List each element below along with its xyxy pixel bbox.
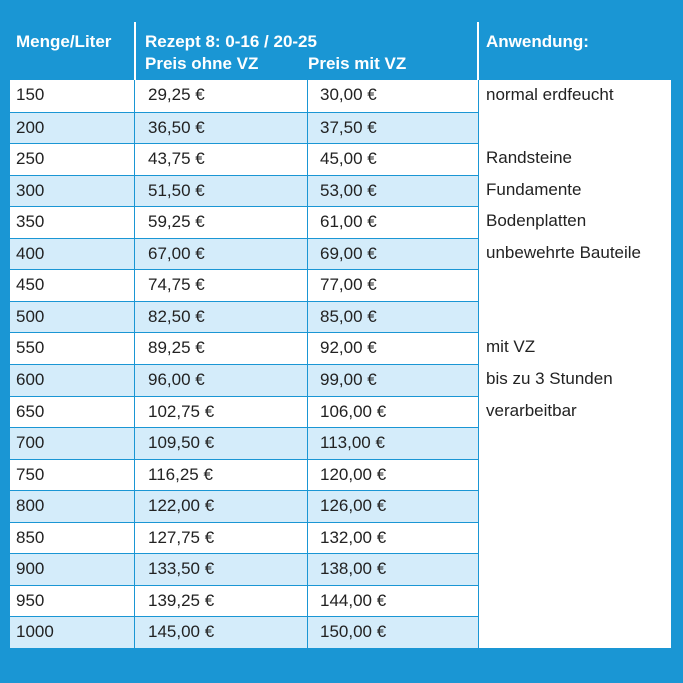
column-divider xyxy=(134,80,135,648)
cell-preis-mit-vz: 144,00 € xyxy=(320,590,387,610)
table-header xyxy=(0,0,683,80)
column-divider xyxy=(478,80,479,648)
cell-menge: 1000 xyxy=(16,622,54,642)
cell-preis-mit-vz: 99,00 € xyxy=(320,370,377,389)
cell-preis-mit-vz: 30,00 € xyxy=(320,85,377,104)
cell-preis-ohne-vz: 133,50 € xyxy=(148,559,215,579)
cell-preis-ohne-vz: 51,50 € xyxy=(148,180,205,200)
table-row xyxy=(10,459,478,491)
cell-preis-mit-vz: 150,00 € xyxy=(320,622,387,642)
anwendung-text: Randsteine xyxy=(486,148,573,168)
header-menge-liter: Menge/Liter xyxy=(16,32,112,51)
cell-menge: 750 xyxy=(16,464,45,484)
table-row xyxy=(10,553,478,585)
cell-preis-ohne-vz: 145,00 € xyxy=(148,622,215,642)
anwendung-text: Bodenplatten xyxy=(486,211,587,231)
table-row xyxy=(10,301,478,333)
cell-menge: 950 xyxy=(16,590,45,610)
cell-preis-mit-vz: 106,00 € xyxy=(320,401,387,421)
cell-preis-mit-vz: 37,50 € xyxy=(320,117,377,137)
cell-menge: 650 xyxy=(16,401,45,421)
cell-preis-mit-vz: 77,00 € xyxy=(320,275,377,295)
table-row xyxy=(10,175,478,207)
cell-menge: 700 xyxy=(16,433,45,453)
header-preis-mit-vz: Preis mit VZ xyxy=(308,54,407,73)
cell-preis-ohne-vz: 109,50 € xyxy=(148,433,215,453)
table-row xyxy=(10,427,478,459)
cell-menge: 800 xyxy=(16,496,45,516)
cell-menge: 900 xyxy=(16,559,45,579)
table-row xyxy=(10,238,478,270)
table-row xyxy=(10,490,478,522)
cell-preis-mit-vz: 120,00 € xyxy=(320,464,387,484)
cell-preis-ohne-vz: 29,25 € xyxy=(148,85,205,104)
cell-preis-ohne-vz: 96,00 € xyxy=(148,370,205,389)
anwendung-text: mit VZ xyxy=(486,337,536,357)
cell-menge: 350 xyxy=(16,212,45,232)
cell-menge: 450 xyxy=(16,275,45,295)
column-divider xyxy=(307,80,308,648)
cell-menge: 400 xyxy=(16,243,45,263)
cell-preis-ohne-vz: 139,25 € xyxy=(148,590,215,610)
cell-menge: 600 xyxy=(16,370,45,389)
cell-preis-ohne-vz: 116,25 € xyxy=(148,464,213,484)
table-row xyxy=(10,206,478,238)
cell-preis-ohne-vz: 67,00 € xyxy=(148,243,205,263)
cell-preis-ohne-vz: 89,25 € xyxy=(148,338,205,358)
cell-preis-ohne-vz: 43,75 € xyxy=(148,149,205,169)
cell-preis-ohne-vz: 127,75 € xyxy=(148,527,215,547)
cell-preis-mit-vz: 85,00 € xyxy=(320,306,377,326)
anwendung-text: unbewehrte Bauteile xyxy=(486,242,642,262)
table-row xyxy=(10,80,478,112)
table-row xyxy=(10,616,478,648)
table-row xyxy=(10,522,478,554)
cell-preis-ohne-vz: 59,25 € xyxy=(148,212,205,232)
anwendung-text: Fundamente xyxy=(486,179,582,199)
anwendung-text: bis zu 3 Stunden xyxy=(486,369,613,388)
cell-preis-mit-vz: 53,00 € xyxy=(320,180,377,200)
table-row xyxy=(10,143,478,175)
price-table xyxy=(10,80,671,648)
cell-preis-mit-vz: 113,00 € xyxy=(320,433,385,453)
cell-preis-mit-vz: 45,00 € xyxy=(320,149,377,169)
cell-menge: 300 xyxy=(16,180,45,200)
cell-menge: 850 xyxy=(16,527,45,547)
cell-preis-mit-vz: 61,00 € xyxy=(320,212,377,232)
cell-preis-ohne-vz: 74,75 € xyxy=(148,275,205,295)
header-preis-ohne-vz: Preis ohne VZ xyxy=(145,54,259,73)
table-row xyxy=(10,396,478,428)
cell-preis-mit-vz: 126,00 € xyxy=(320,496,387,516)
cell-preis-mit-vz: 69,00 € xyxy=(320,243,377,263)
header-divider xyxy=(134,22,136,80)
cell-menge: 500 xyxy=(16,306,45,326)
table-row xyxy=(10,332,478,364)
cell-preis-mit-vz: 138,00 € xyxy=(320,559,387,579)
header-rezept: Rezept 8: 0-16 / 20-25 xyxy=(145,32,317,51)
cell-preis-ohne-vz: 82,50 € xyxy=(148,306,205,326)
cell-preis-mit-vz: 132,00 € xyxy=(320,527,387,547)
cell-preis-ohne-vz: 122,00 € xyxy=(148,496,215,516)
cell-menge: 150 xyxy=(16,85,45,104)
table-row xyxy=(10,112,478,144)
cell-menge: 200 xyxy=(16,117,45,137)
cell-preis-ohne-vz: 102,75 € xyxy=(148,401,215,421)
anwendung-text: normal erdfeucht xyxy=(486,85,614,104)
header-divider xyxy=(477,22,479,80)
header-anwendung: Anwendung: xyxy=(486,32,589,51)
cell-preis-ohne-vz: 36,50 € xyxy=(148,117,205,137)
anwendung-text: verarbeitbar xyxy=(486,400,577,420)
table-row xyxy=(10,585,478,617)
table-row xyxy=(10,269,478,301)
cell-menge: 550 xyxy=(16,338,45,358)
cell-menge: 250 xyxy=(16,149,45,169)
cell-preis-mit-vz: 92,00 € xyxy=(320,338,377,358)
table-row xyxy=(10,364,478,396)
